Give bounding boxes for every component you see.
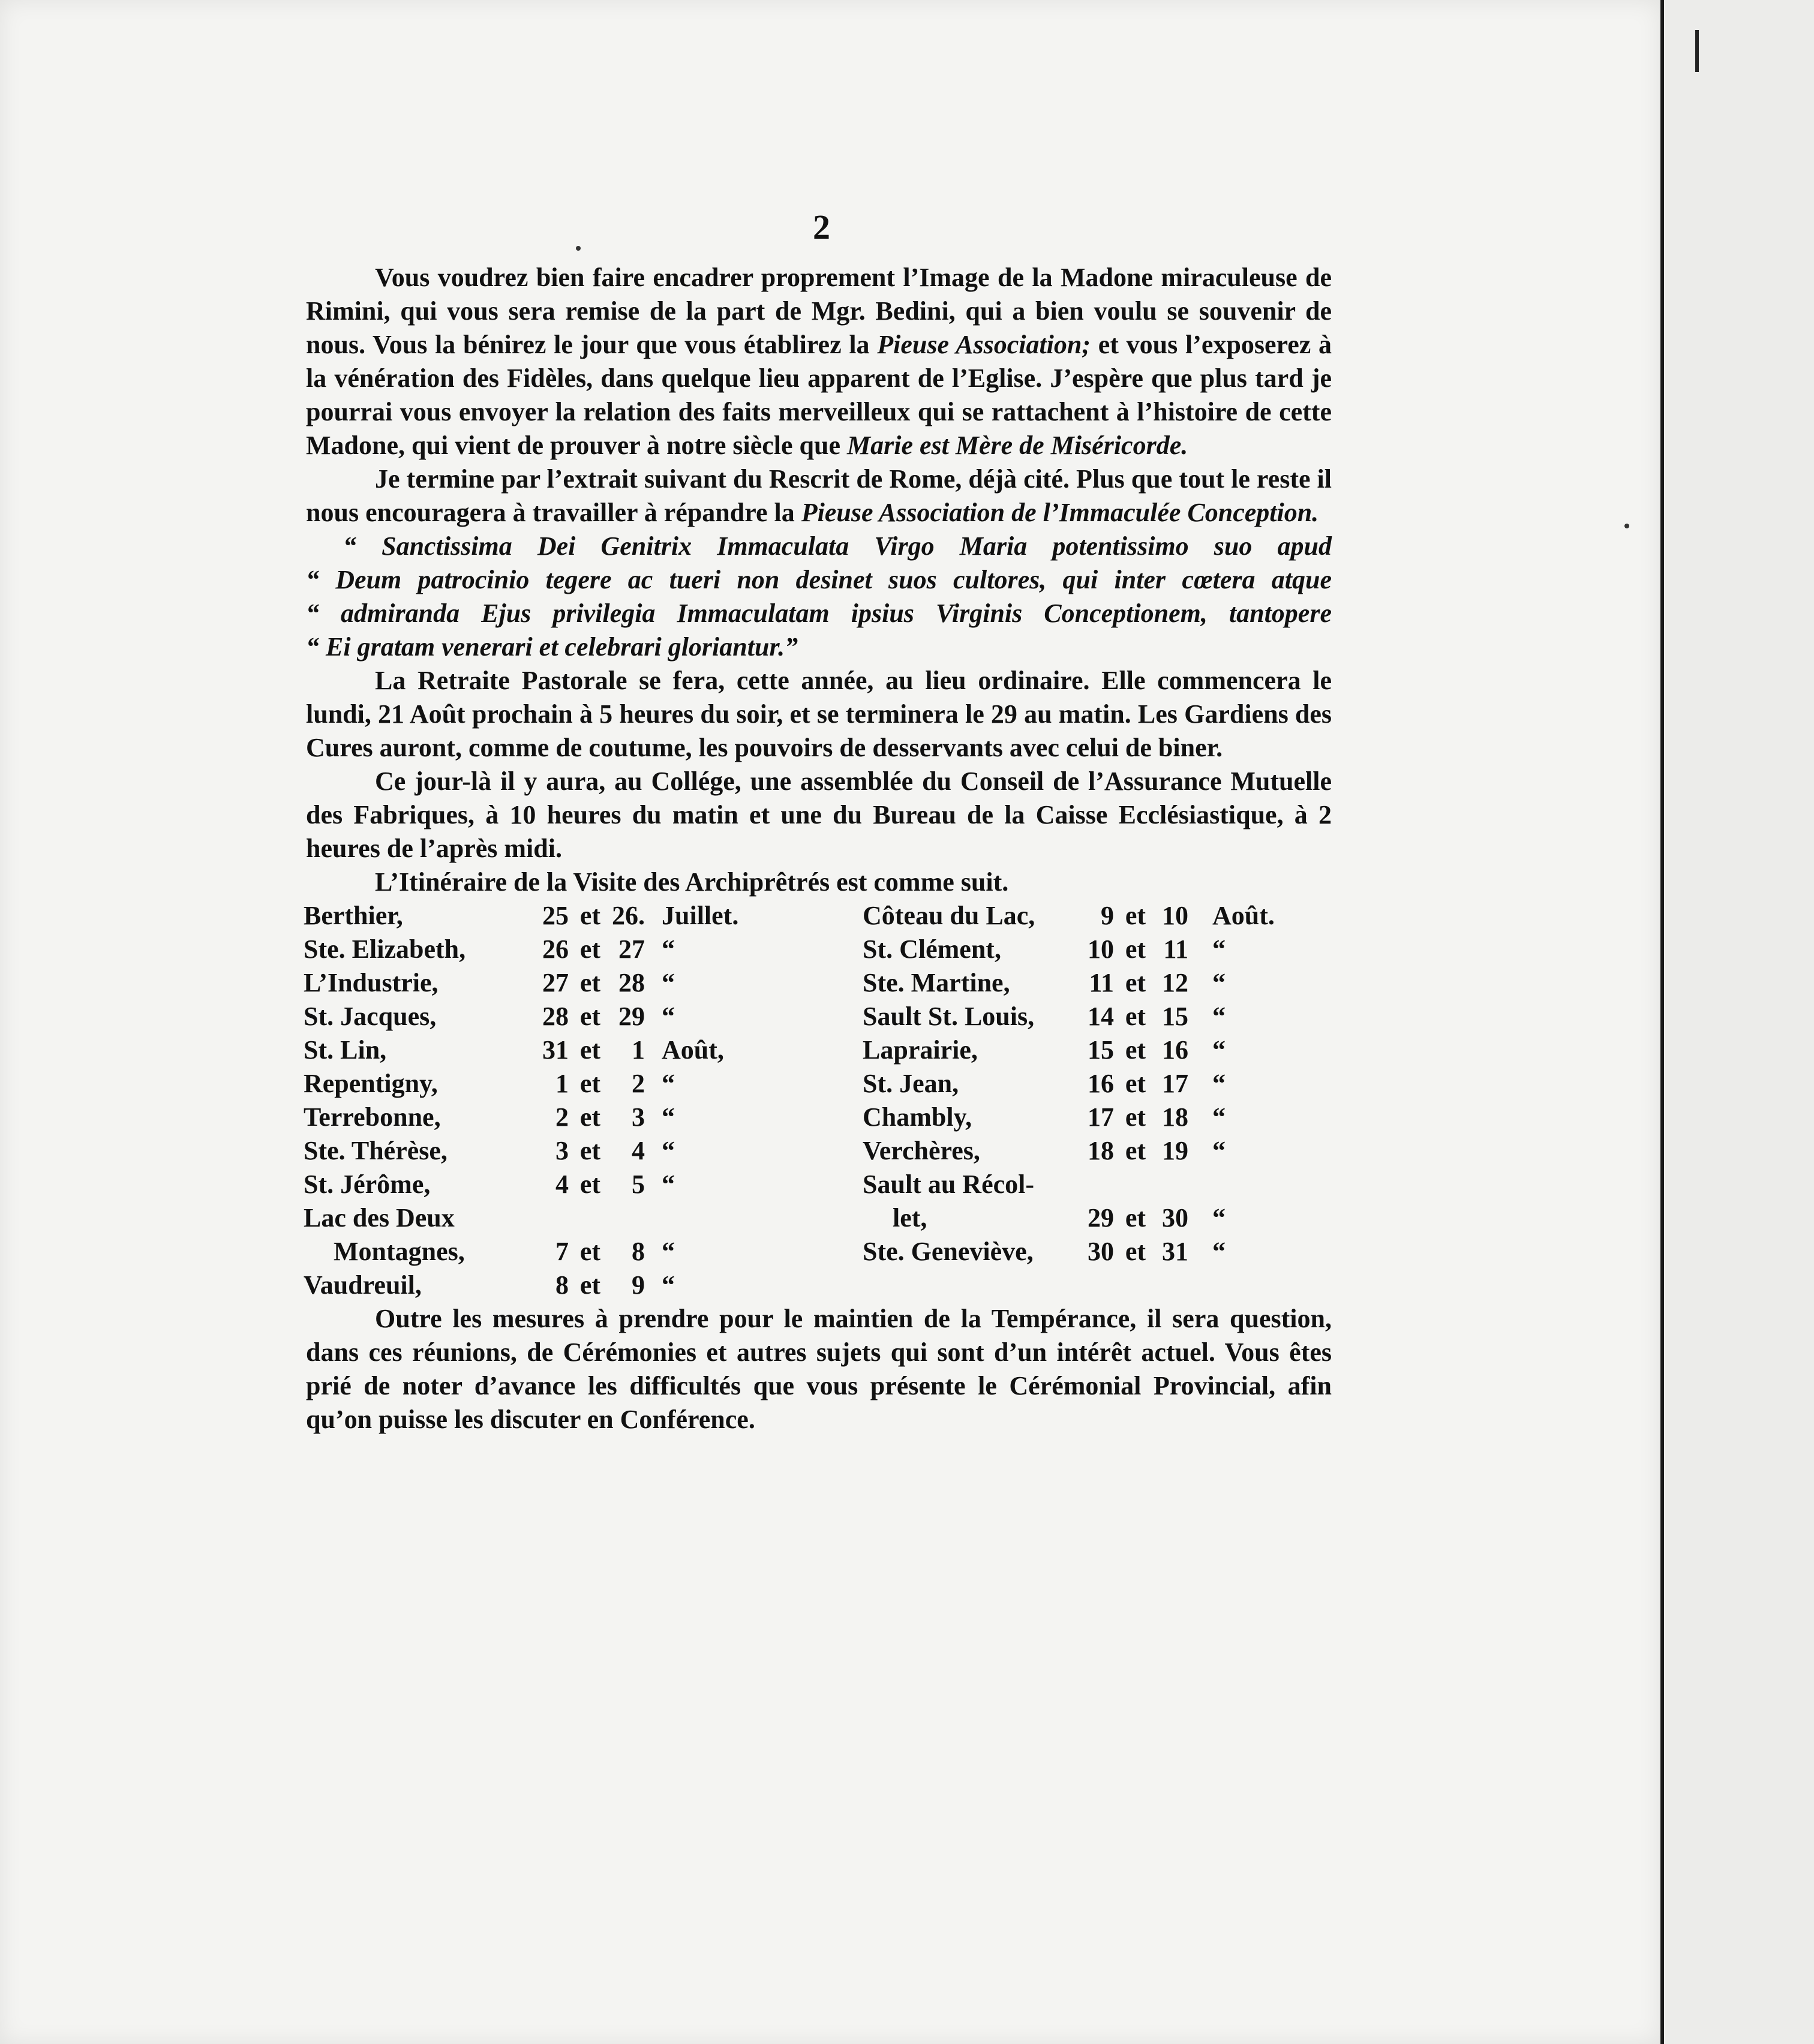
itinerary-cell-right: Ste. Geneviève,	[863, 1237, 1034, 1266]
itinerary-cell-right: “	[1212, 1203, 1226, 1233]
paragraph-assemblee: Ce jour-là il y aura, au Collége, une assemblée du Conseil de l’Assurance Mutuelle des Fabriques, à 10 heures du matin et une du Bureau de la Caisse Ecclésiastique, à 2 heures de l’après midi.	[306, 767, 1332, 863]
emphasis: Pieuse Association de l’Immaculée Conception.	[801, 498, 1319, 527]
itinerary-cell-left: 7	[555, 1237, 569, 1266]
itinerary-cell-left: Berthier,	[304, 901, 403, 930]
itinerary-cell-left: “	[662, 1270, 675, 1300]
itinerary-cell-right	[1088, 1168, 1114, 1201]
body-text	[306, 261, 1332, 1436]
itinerary-row	[304, 1000, 1296, 1033]
scan-margin	[1660, 0, 1814, 2044]
itinerary-cell-left: 4	[632, 1136, 645, 1165]
itinerary-row	[304, 1101, 1296, 1134]
itinerary-cell-left: Lac des Deux	[304, 1203, 455, 1233]
itinerary-cell-right: Sault au Récol-	[863, 1170, 1034, 1199]
itinerary-cell-right	[1114, 1168, 1157, 1201]
itinerary-cell-left: 29	[618, 1002, 645, 1031]
itinerary-cell-left: Vaudreuil,	[304, 1270, 422, 1300]
itinerary-cell-right: 14	[1088, 1002, 1114, 1031]
itinerary-cell-left: 8	[632, 1237, 645, 1266]
itinerary-cell-right	[1114, 1269, 1157, 1302]
itinerary-cell-left: et	[579, 1069, 601, 1098]
page-edge	[1660, 0, 1664, 2044]
itinerary-cell-left: et	[579, 934, 601, 964]
itinerary-cell-right	[1088, 1269, 1114, 1302]
itinerary-cell-right: 11	[1163, 934, 1188, 964]
itinerary-row	[304, 1269, 1296, 1302]
itinerary-cell-right: 11	[1089, 968, 1114, 997]
itinerary-cell-left: St. Jacques,	[304, 1002, 437, 1031]
itinerary-cell-left: et	[579, 1035, 601, 1065]
itinerary-cell-left: 8	[555, 1270, 569, 1300]
itinerary-cell-left: 27	[542, 968, 569, 997]
itinerary-cell-left: 5	[632, 1170, 645, 1199]
itinerary-cell-right: 16	[1088, 1069, 1114, 1098]
itinerary-cell-right: et	[1125, 968, 1146, 997]
itinerary-cell-left: Août,	[662, 1035, 724, 1065]
itinerary-cell-left: “	[662, 968, 675, 997]
paragraph-rescrit: Je termine par l’extrait suivant du Rescrit de Rome, déjà cité. Plus que tout le reste il nous encouragera à travailler à répandre la Pieuse Association de l’Immaculée Conception.	[306, 464, 1332, 527]
itinerary-cell-left: 25	[542, 901, 569, 930]
itinerary-cell-left	[645, 1201, 863, 1235]
itinerary-cell-left: et	[579, 1102, 601, 1132]
itinerary-cell-left: “	[662, 1102, 675, 1132]
itinerary-cell-left: et	[579, 1002, 601, 1031]
itinerary-cell-right: St. Jean,	[863, 1069, 959, 1098]
itinerary-cell-left: “	[662, 934, 675, 964]
itinerary-row	[304, 1201, 1296, 1235]
itinerary-cell-right: et	[1125, 1035, 1146, 1065]
itinerary-cell-right	[1188, 1168, 1296, 1201]
itinerary-row	[304, 1033, 1296, 1067]
itinerary-cell-left: Repentigny,	[304, 1069, 438, 1098]
emphasis: Pieuse Association;	[877, 330, 1091, 359]
itinerary-cell-right: 10	[1162, 901, 1188, 930]
itinerary-cell-right	[1157, 1168, 1188, 1201]
itinerary-cell-right	[1188, 1269, 1296, 1302]
latin-quote	[306, 530, 1332, 664]
itinerary-cell-left	[612, 1201, 645, 1235]
quote-line: “ Deum patrocinio tegere ac tueri non desinet suos cultores, qui inter cœtera atque	[306, 565, 1332, 594]
itinerary-cell-right: “	[1212, 1237, 1226, 1266]
itinerary-cell-left: 3	[555, 1136, 569, 1165]
itinerary-cell-right: 31	[1162, 1237, 1188, 1266]
quote-line: “ Sanctissima Dei Genitrix Immaculata Virgo Maria potentissimo suo apud	[343, 531, 1332, 561]
itinerary-cell-right: Côteau du Lac,	[863, 901, 1035, 930]
itinerary-cell-right: et	[1125, 1237, 1146, 1266]
itinerary-cell-right: 15	[1162, 1002, 1188, 1031]
itinerary-cell-left: “	[662, 1237, 675, 1266]
itinerary-cell-right: “	[1212, 1136, 1226, 1165]
itinerary-cell-left: “	[662, 1069, 675, 1098]
itinerary-cell-right: 17	[1088, 1102, 1114, 1132]
itinerary-cell-right: et	[1125, 934, 1146, 964]
itinerary-cell-left: 1	[555, 1069, 569, 1098]
itinerary-row	[304, 1235, 1296, 1269]
itinerary-cell-right: et	[1125, 1069, 1146, 1098]
itinerary-row	[304, 933, 1296, 966]
itinerary-cell-left: 28	[618, 968, 645, 997]
itinerary-cell-right: Sault St. Louis,	[863, 1002, 1035, 1031]
paragraph-temperance: Outre les mesures à prendre pour le maintien de la Tempérance, il sera question, dans ces réunions, de Cérémonies et autres sujets qui sont d’un intérêt actuel. Vous êtes prié de noter d’avance les difficultés que vous présente le Cérémonial Provincial, afin qu’on puisse les discuter en Conférence.	[306, 1304, 1332, 1434]
itinerary-cell-left: et	[579, 1136, 601, 1165]
itinerary-cell-left: 4	[555, 1170, 569, 1199]
quote-line: “ Ei gratam venerari et celebrari gloriantur.”	[306, 632, 798, 662]
itinerary-cell-left: “	[662, 1136, 675, 1165]
itinerary-cell-left: Ste. Elizabeth,	[304, 934, 466, 964]
stray-mark	[576, 246, 581, 251]
itinerary-cell-right: 30	[1162, 1203, 1188, 1233]
itinerary-row	[304, 1067, 1296, 1101]
itinerary-cell-right: 29	[1088, 1203, 1114, 1233]
itinerary-cell-left: “	[662, 1002, 675, 1031]
itinerary-cell-right: et	[1125, 1102, 1146, 1132]
itinerary-cell-left	[569, 1201, 612, 1235]
itinerary-cell-right: 18	[1162, 1102, 1188, 1132]
itinerary-cell-right: 9	[1101, 901, 1114, 930]
itinerary-cell-left: 1	[632, 1035, 645, 1065]
itinerary-cell-left: 28	[542, 1002, 569, 1031]
itinerary-cell-left: 2	[632, 1069, 645, 1098]
itinerary-cell-right: Laprairie,	[863, 1035, 978, 1065]
itinerary-cell-left: 27	[618, 934, 645, 964]
page-number: 2	[813, 208, 830, 247]
itinerary-cell-right: “	[1212, 1035, 1226, 1065]
itinerary-cell-left: “	[662, 1170, 675, 1199]
itinerary-cell-right	[1157, 1269, 1188, 1302]
itinerary-cell-right: Ste. Martine,	[863, 968, 1010, 997]
itinerary-cell-right: “	[1212, 1002, 1226, 1031]
itinerary-cell-left: et	[579, 1237, 601, 1266]
paragraph-itineraire-intro: L’Itinéraire de la Visite des Archiprêtrés est comme suit.	[375, 867, 1009, 897]
itinerary-cell-right: “	[1212, 968, 1226, 997]
itinerary-cell-left: L’Industrie,	[304, 968, 439, 997]
itinerary-cell-left: et	[579, 1270, 601, 1300]
itinerary-cell-right: et	[1125, 1002, 1146, 1031]
itinerary-cell-right: St. Clément,	[863, 934, 1001, 964]
scan-mark	[1695, 30, 1699, 72]
itinerary-cell-left: et	[579, 901, 601, 930]
itinerary-cell-left	[531, 1201, 569, 1235]
itinerary-cell-left: Terrebonne,	[304, 1102, 441, 1132]
itinerary-cell-right: 12	[1162, 968, 1188, 997]
itinerary-cell-right: et	[1125, 901, 1146, 930]
itinerary-cell-left: Juillet.	[662, 901, 739, 930]
itinerary-cell-right: 10	[1088, 934, 1114, 964]
itinerary-cell-right: 18	[1088, 1136, 1114, 1165]
itinerary-cell-right: 30	[1088, 1237, 1114, 1266]
itinerary-cell-left: 26	[542, 934, 569, 964]
itinerary-cell-left: et	[579, 968, 601, 997]
itinerary-cell-right: 16	[1162, 1035, 1188, 1065]
quote-line: “ admiranda Ejus privilegia Immaculatam ipsius Virginis Conceptionem, tantopere	[306, 599, 1332, 628]
itinerary-cell-right: Août.	[1212, 901, 1275, 930]
itinerary-cell-right: “	[1212, 934, 1226, 964]
itinerary-cell-left: 26.	[612, 901, 645, 930]
itinerary-cell-right: let,	[893, 1203, 927, 1233]
paragraph-madone: Vous voudrez bien faire encadrer proprement l’Image de la Madone miraculeuse de Rimini, qui vous sera remise de la part de Mgr. Bedini, qui a bien voulu se souvenir de nous. Vous la bénirez le jour que vous établirez la Pieuse Association; et vous l’exposerez à la vénération des Fidèles, dans quelque lieu apparent de l’Eglise. J’espère que plus tard je pourrai vous envoyer la relation des faits merveilleux qui se rattachent à l’histoire de cette Madone, qui vient de prouver à notre siècle que Marie est Mère de Miséricorde.	[306, 263, 1332, 460]
itinerary-cell-left: 2	[555, 1102, 569, 1132]
itinerary-cell-right: 15	[1088, 1035, 1114, 1065]
itinerary-cell-left: 31	[542, 1035, 569, 1065]
itinerary-cell-right: “	[1212, 1069, 1226, 1098]
itinerary-row	[304, 899, 1296, 933]
itinerary-cell-left: et	[579, 1170, 601, 1199]
itinerary-row	[304, 1168, 1296, 1201]
itinerary-cell-right: 17	[1162, 1069, 1188, 1098]
itinerary-row	[304, 966, 1296, 1000]
itinerary-cell-right: 19	[1162, 1136, 1188, 1165]
itinerary-cell-right: Verchères,	[863, 1136, 980, 1165]
itinerary-cell-right: Chambly,	[863, 1102, 972, 1132]
itinerary-cell-left: Ste. Thérèse,	[304, 1136, 448, 1165]
itinerary-cell-left: Montagnes,	[334, 1237, 465, 1266]
paragraph-retraite: La Retraite Pastorale se fera, cette année, au lieu ordinaire. Elle commencera le lundi, 21 Août prochain à 5 heures du soir, et se terminera le 29 au matin. Les Gardiens des Cures auront, comme de coutume, les pouvoirs de desservants avec celui de biner.	[306, 666, 1332, 762]
itinerary-cell-right	[863, 1269, 1088, 1302]
itinerary-cell-right: et	[1125, 1136, 1146, 1165]
emphasis: Marie est Mère de Miséricorde.	[847, 431, 1188, 460]
itinerary-cell-left: 3	[632, 1102, 645, 1132]
stray-mark	[1624, 524, 1629, 528]
itinerary-cell-right: “	[1212, 1102, 1226, 1132]
itinerary-cell-left: St. Lin,	[304, 1035, 387, 1065]
itinerary-cell-left: St. Jérôme,	[304, 1170, 431, 1199]
itinerary-table	[304, 899, 1296, 1302]
itinerary-row	[304, 1134, 1296, 1168]
itinerary-cell-right: et	[1125, 1203, 1146, 1233]
itinerary-cell-left: 9	[632, 1270, 645, 1300]
